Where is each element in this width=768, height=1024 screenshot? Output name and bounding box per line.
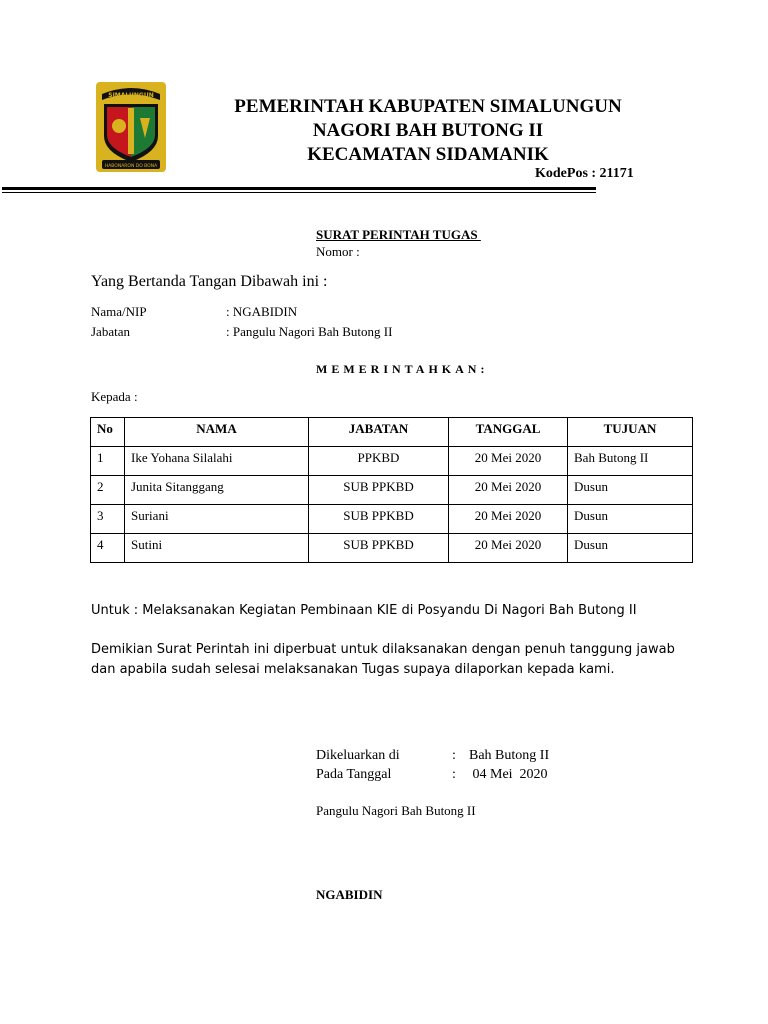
cell-jabatan: SUB PPKBD <box>309 505 449 534</box>
table-row <box>91 534 693 563</box>
cell-nama: Junita Sitanggang <box>125 476 309 505</box>
letter-number: Nomor : <box>316 244 360 259</box>
issued-place-label: Dikeluarkan di <box>316 748 400 763</box>
cell-jabatan: SUB PPKBD <box>309 534 449 563</box>
jabatan-label: Jabatan <box>91 324 130 339</box>
header-village: NAGORI BAH BUTONG II <box>312 120 544 141</box>
cell-tujuan: Dusun <box>568 534 693 563</box>
column-header-no: No <box>91 418 125 447</box>
issued-place-value: Bah Butong II <box>469 748 550 763</box>
issued-date-value: 04 Mei 2020 <box>469 767 548 782</box>
header-district: KECAMATAN SIDAMANIK <box>307 144 549 165</box>
cell-tanggal: 20 Mei 2020 <box>449 476 568 505</box>
header-rule-thick <box>2 187 596 190</box>
cell-jabatan: PPKBD <box>309 447 449 476</box>
assignment-table <box>90 417 693 563</box>
cell-tujuan: Bah Butong II <box>568 447 693 476</box>
crest-top-text: SIMALUNGUN <box>108 92 154 99</box>
letter-title: SURAT PERINTAH TUGAS <box>316 227 481 242</box>
cell-tanggal: 20 Mei 2020 <box>449 505 568 534</box>
cell-no: 2 <box>91 476 125 505</box>
signatory-role: Pangulu Nagori Bah Butong II <box>316 803 476 818</box>
table-row <box>91 476 693 505</box>
postal-code: KodePos : 21171 <box>535 166 634 181</box>
kepada-label: Kepada : <box>91 389 138 404</box>
table-row <box>91 505 693 534</box>
cell-jabatan: SUB PPKBD <box>309 476 449 505</box>
cell-no: 1 <box>91 447 125 476</box>
intro-text: Yang Bertanda Tangan Dibawah ini : <box>91 273 328 290</box>
cell-nama: Sutini <box>125 534 309 563</box>
table-row <box>91 447 693 476</box>
header-government: PEMERINTAH KABUPATEN SIMALUNGUN <box>234 96 622 117</box>
cell-nama: Suriani <box>125 505 309 534</box>
closing-line-1: Demikian Surat Perintah ini diperbuat untuk dilaksanakan dengan penuh tanggung jawab <box>91 642 675 657</box>
regency-crest-logo <box>94 80 168 174</box>
issued-date-colon: : <box>452 767 456 782</box>
column-header-tanggal: TANGGAL <box>449 418 568 447</box>
cell-nama: Ike Yohana Silalahi <box>125 447 309 476</box>
cell-tujuan: Dusun <box>568 476 693 505</box>
column-header-nama: NAMA <box>125 418 309 447</box>
cell-no: 4 <box>91 534 125 563</box>
jabatan-value: : Pangulu Nagori Bah Butong II <box>226 324 393 339</box>
cell-no: 3 <box>91 505 125 534</box>
column-header-jabatan: JABATAN <box>309 418 449 447</box>
nama-value: : NGABIDIN <box>226 304 298 319</box>
nama-label: Nama/NIP <box>91 304 147 319</box>
cell-tanggal: 20 Mei 2020 <box>449 534 568 563</box>
table-header-row <box>91 418 693 447</box>
header-rule-thin <box>2 192 596 193</box>
column-header-tujuan: TUJUAN <box>568 418 693 447</box>
cell-tujuan: Dusun <box>568 505 693 534</box>
purpose-text: Untuk : Melaksanakan Kegiatan Pembinaan KIE di Posyandu Di Nagori Bah Butong II <box>91 603 637 618</box>
signatory-name: NGABIDIN <box>316 887 383 902</box>
issued-place-colon: : <box>452 748 456 763</box>
closing-line-2: dan apabila sudah selesai melaksanakan Tugas supaya dilaporkan kepada kami. <box>91 662 615 677</box>
order-heading: MEMERINTAHKAN: <box>316 362 489 376</box>
issued-date-label: Pada Tanggal <box>316 767 392 782</box>
cell-tanggal: 20 Mei 2020 <box>449 447 568 476</box>
crest-motto-text: HABONARON DO BONA <box>104 164 158 169</box>
